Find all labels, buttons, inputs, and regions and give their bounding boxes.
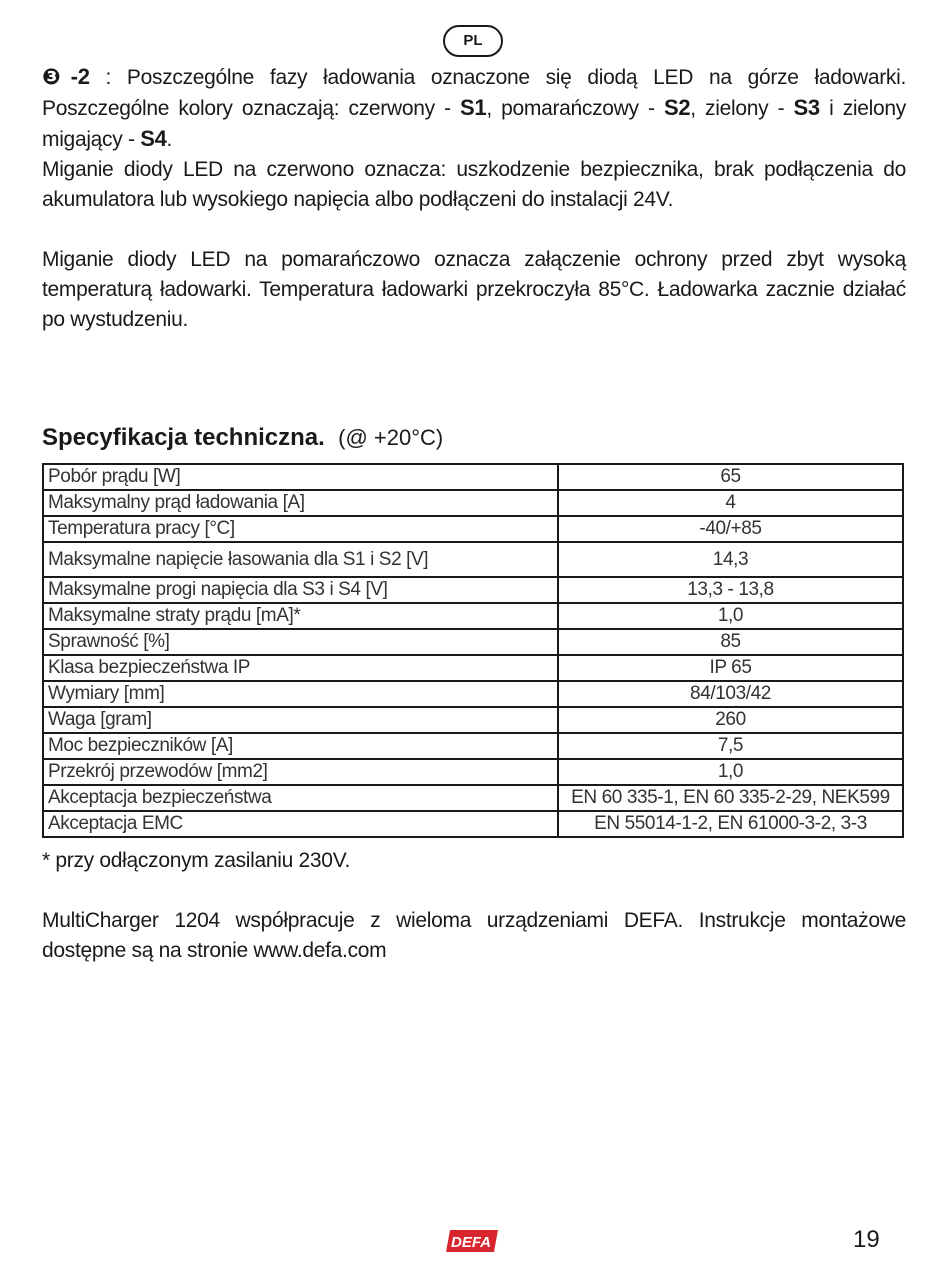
spec-heading (42, 423, 906, 453)
phase-text-1: : Poszczególne fazy ładowania oznaczone się diodą LED na górze ładowarki. Poszczególne kolory oznaczają: czerwony - (42, 66, 907, 120)
spec-value: 14,3 (558, 542, 903, 577)
spec-footnote: * przy odłączonym zasilaniu 230V. (42, 849, 351, 872)
spec-label: Maksymalne progi napięcia dla S3 i S4 [V] (43, 577, 558, 603)
spec-value: 65 (558, 464, 903, 490)
page-number: 19 (853, 1226, 880, 1253)
spec-row (43, 733, 903, 759)
spec-row (43, 516, 903, 542)
spec-label: Sprawność [%] (43, 629, 558, 655)
orange-blink-paragraph: Miganie diody LED na pomarańczowo oznacza załączenie ochrony przed zbyt wysoką temperaturą ładowarki. Temperatura ładowarki przekroczyła 85°C. Ładowarka zacznie działać po wystudzeniu. (42, 248, 906, 331)
spec-value: 85 (558, 629, 903, 655)
spec-label: Maksymalne straty prądu [mA]* (43, 603, 558, 629)
spec-row (43, 655, 903, 681)
spec-row (43, 681, 903, 707)
spec-row (43, 785, 903, 811)
spec-label: Akceptacja EMC (43, 811, 558, 837)
spec-label: Maksymalny prąd ładowania [A] (43, 490, 558, 516)
spec-label: Waga [gram] (43, 707, 558, 733)
spec-label: Wymiary [mm] (43, 681, 558, 707)
spec-row (43, 707, 903, 733)
spec-label: Klasa bezpieczeństwa IP (43, 655, 558, 681)
spec-row (43, 464, 903, 490)
phase-text-4: i zielony migający - (42, 97, 906, 151)
closing-paragraph: MultiCharger 1204 współpracuje z wieloma urządzeniami DEFA. Instrukcje montażowe dostępne są na stronie www.defa.com (42, 909, 906, 962)
spec-label: Temperatura pracy [°C] (43, 516, 558, 542)
spec-value: 13,3 - 13,8 (558, 577, 903, 603)
spec-table (42, 463, 904, 838)
spec-row (43, 759, 903, 785)
spec-value: 1,0 (558, 759, 903, 785)
spec-title: Specyfikacja techniczna. (42, 424, 325, 451)
spec-value: 84/103/42 (558, 681, 903, 707)
spec-row (43, 603, 903, 629)
spec-label: Maksymalne napięcie łasowania dla S1 i S2 [V] (43, 542, 558, 577)
defa-logo (446, 1228, 500, 1254)
step-marker: ❸ (42, 64, 71, 89)
red-blink-paragraph: Miganie diody LED na czerwono oznacza: uszkodzenie bezpiecznika, brak podłączenia do akumulatora lub wysokiego napięcia albo podłączeni do instalacji 24V. (42, 158, 906, 211)
language-badge: PL (443, 25, 503, 57)
spec-row (43, 811, 903, 837)
spec-label: Pobór prądu [W] (43, 464, 558, 490)
spec-row (43, 577, 903, 603)
spec-value: 260 (558, 707, 903, 733)
phase-s3: S3 (793, 95, 820, 120)
spec-value: EN 60 335-1, EN 60 335-2-29, NEK599 (558, 785, 903, 811)
step-marker-suffix: -2 (70, 64, 90, 89)
spec-condition: (@ +20°C) (338, 425, 444, 450)
phase-description (42, 62, 906, 155)
phase-s4: S4 (140, 126, 167, 151)
spec-label: Akceptacja bezpieczeństwa (43, 785, 558, 811)
spec-value: -40/+85 (558, 516, 903, 542)
phase-s1: S1 (460, 95, 487, 120)
spec-row (43, 490, 903, 516)
phase-text-5: . (166, 128, 173, 151)
phase-text-2: , pomarańczowy - (486, 97, 664, 120)
spec-value: 4 (558, 490, 903, 516)
spec-row (43, 542, 903, 577)
spec-label: Przekrój przewodów [mm2] (43, 759, 558, 785)
phase-s2: S2 (663, 95, 691, 120)
spec-label: Moc bezpieczników [A] (43, 733, 558, 759)
defa-logo-text: DEFA (450, 1234, 492, 1251)
spec-value: IP 65 (558, 655, 903, 681)
spec-row (43, 629, 903, 655)
page-content (42, 62, 906, 966)
spec-value: 7,5 (558, 733, 903, 759)
phase-text-3: , zielony - (690, 97, 794, 120)
spec-value: EN 55014-1-2, EN 61000-3-2, 3-3 (558, 811, 903, 837)
spec-value: 1,0 (558, 603, 903, 629)
